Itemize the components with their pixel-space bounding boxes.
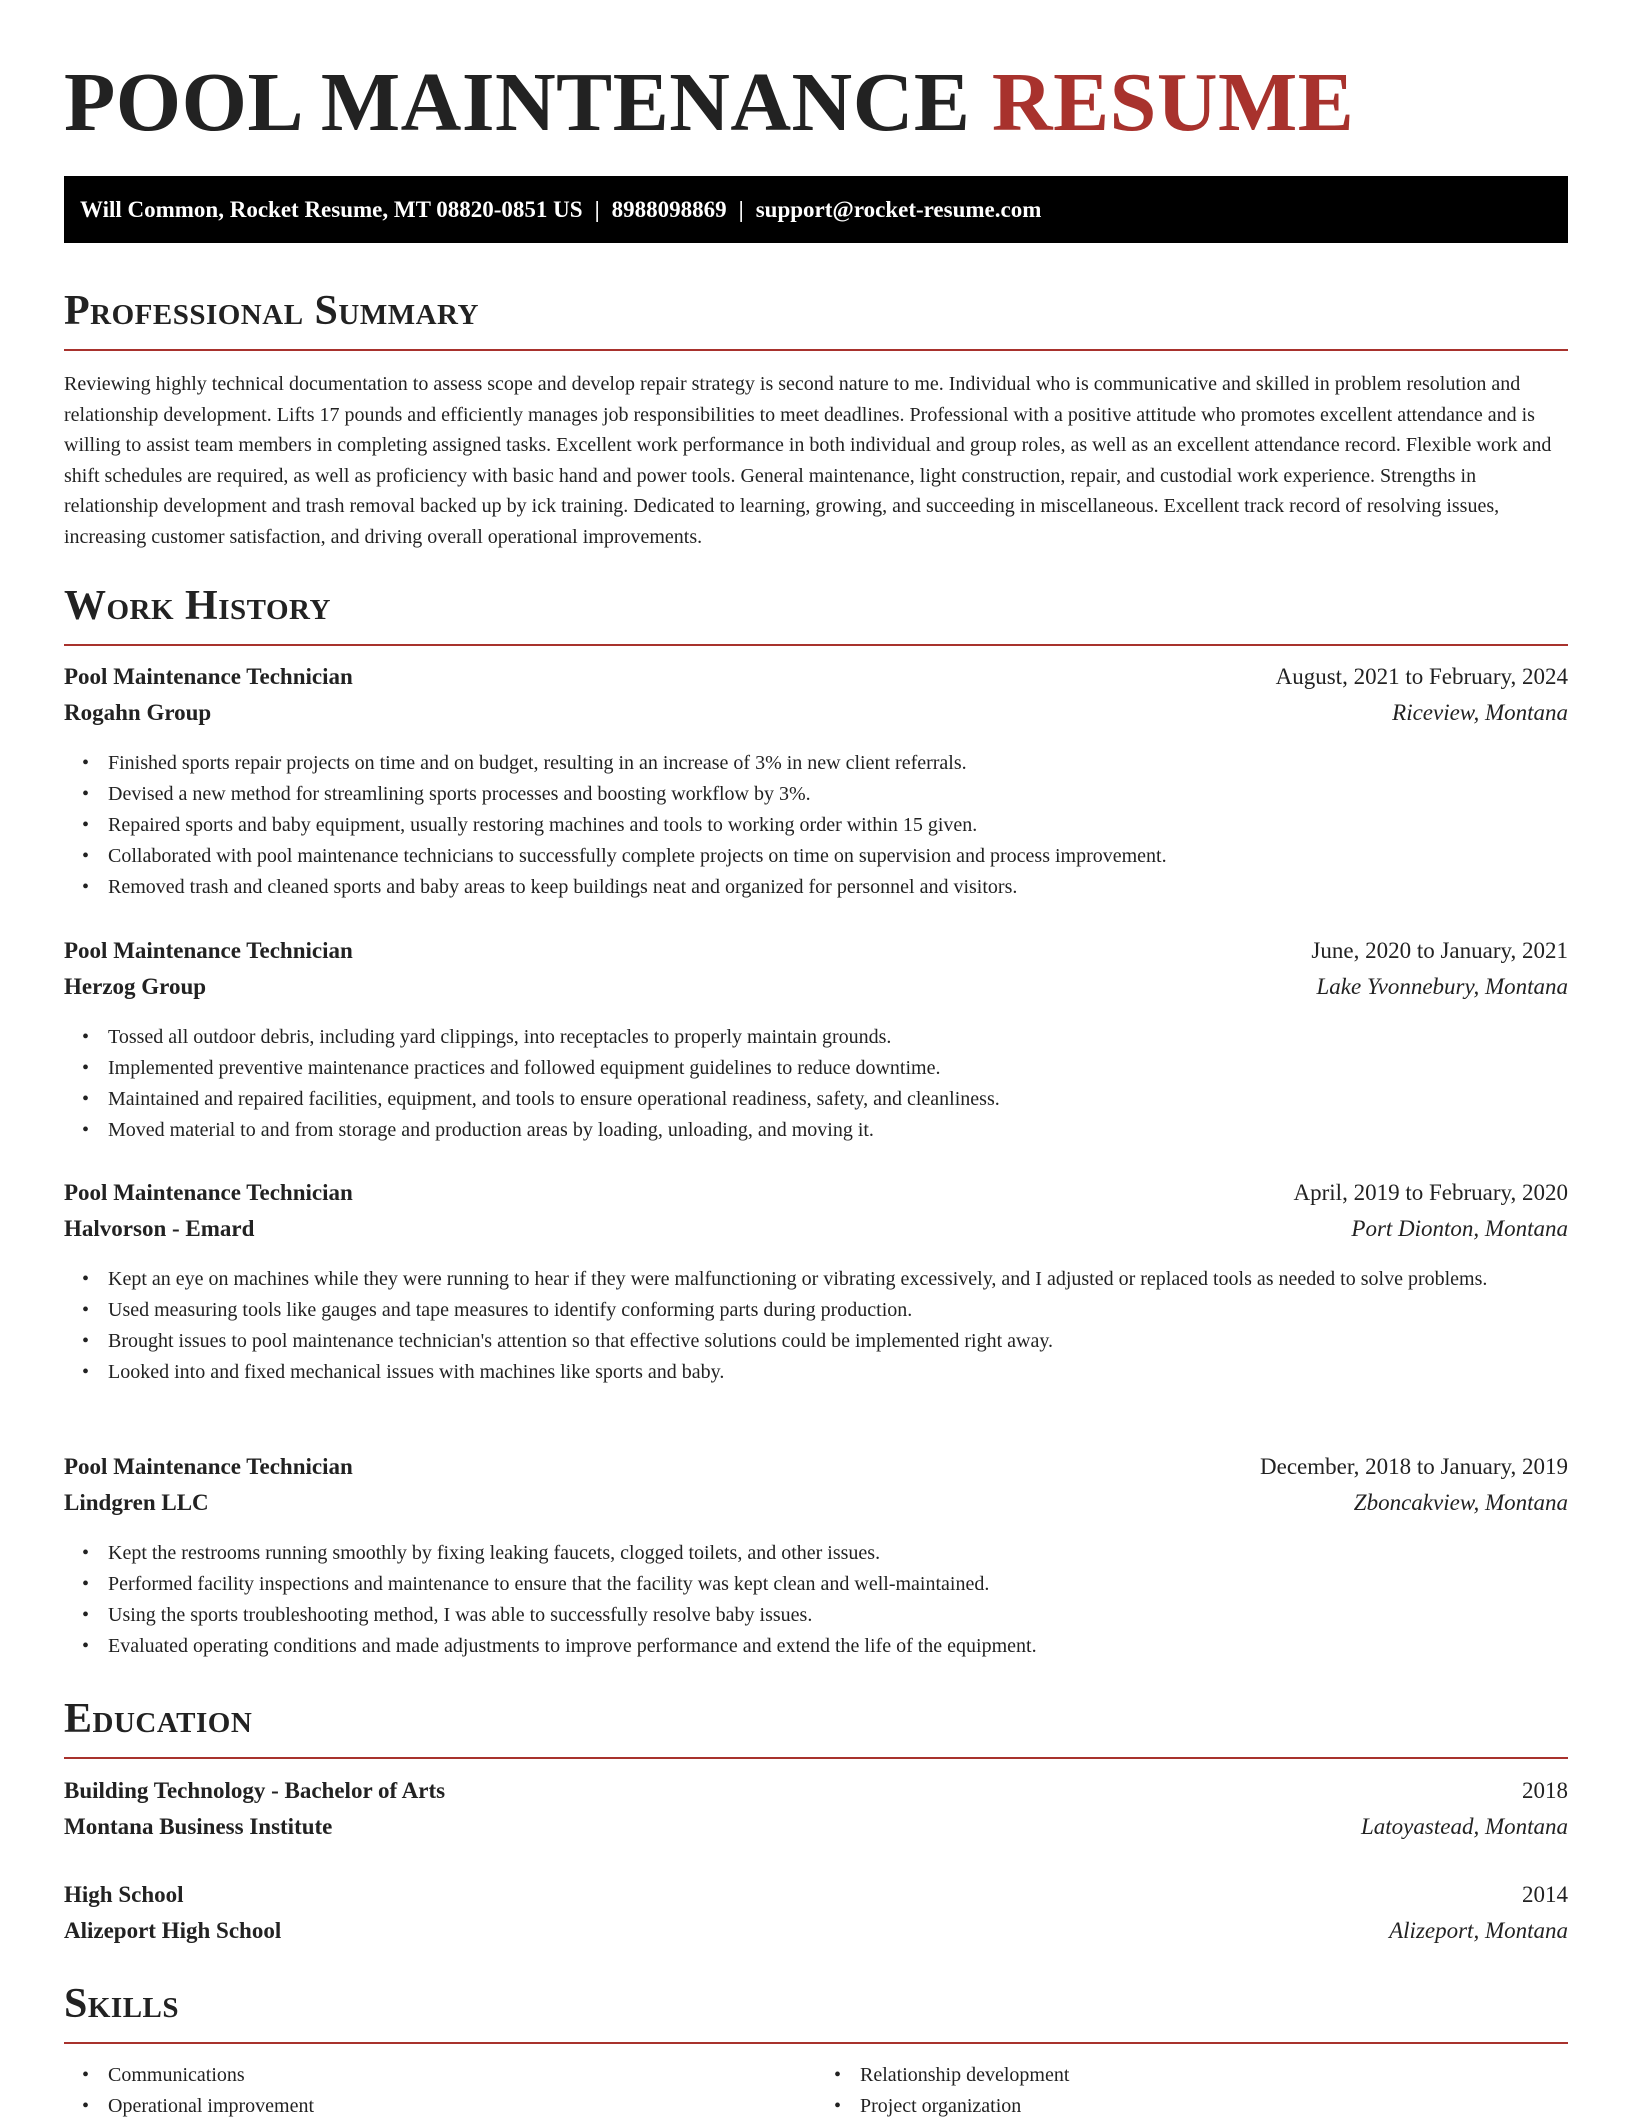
section-heading: Education <box>64 1696 253 1742</box>
section-divider <box>64 644 1568 646</box>
job-bullet: • Kept the restrooms running smoothly by fixing leaking faucets, clogged toilets, and other issues. <box>108 1538 1568 1569</box>
job-bullet: • Brought issues to pool maintenance technician's attention so that effective solutions could be implemented right away. <box>108 1326 1568 1357</box>
job-title: Pool Maintenance Technician <box>64 1180 353 1205</box>
job-company: Lindgren LLC <box>64 1490 209 1515</box>
contact-phone: 8988098869 <box>611 197 727 222</box>
education-year: 2018 <box>1522 1778 1568 1803</box>
job-bullet: • Devised a new method for streamlining sports processes and boosting workflow by 3%. <box>108 779 1568 810</box>
job-bullet: • Using the sports troubleshooting method, I was able to successfully resolve baby issues. <box>108 1600 1568 1631</box>
job-dates: August, 2021 to February, 2024 <box>1275 664 1568 689</box>
job-title: Pool Maintenance Technician <box>64 938 353 963</box>
section-heading: Professional Summary <box>64 288 479 334</box>
job-bullets <box>64 1264 1568 1388</box>
job-dates: April, 2019 to February, 2020 <box>1293 1180 1568 1205</box>
job-company: Herzog Group <box>64 974 207 999</box>
contact-separator: | <box>738 197 744 222</box>
job-entry <box>64 1454 1568 1662</box>
education-degree: Building Technology - Bachelor of Arts <box>64 1778 446 1803</box>
job-bullet: • Performed facility inspections and maintenance to ensure that the facility was kept clean and well-maintained. <box>108 1569 1568 1600</box>
education-location: Alizeport, Montana <box>1389 1918 1568 1943</box>
skill-item: • Relationship development <box>860 2060 1568 2091</box>
job-title: Pool Maintenance Technician <box>64 1454 353 1479</box>
job-dates: December, 2018 to January, 2019 <box>1260 1454 1568 1479</box>
job-bullet: • Collaborated with pool maintenance technicians to successfully complete projects on time on supervision and process improvement. <box>108 841 1568 872</box>
job-location: Lake Yvonnebury, Montana <box>1316 974 1568 999</box>
job-title: Pool Maintenance Technician <box>64 664 353 689</box>
job-location: Port Dionton, Montana <box>1351 1216 1568 1241</box>
education-school: Alizeport High School <box>64 1918 282 1943</box>
job-bullets <box>64 748 1568 903</box>
job-bullet: • Kept an eye on machines while they were running to hear if they were malfunctioning or vibrating excessively, and I adjusted or replaced tools as needed to solve problems. <box>108 1264 1568 1295</box>
job-location: Zboncakview, Montana <box>1353 1490 1568 1515</box>
job-bullet: • Looked into and fixed mechanical issues with machines like sports and baby. <box>108 1357 1568 1388</box>
job-bullet: • Used measuring tools like gauges and tape measures to identify conforming parts during production. <box>108 1295 1568 1326</box>
education-entry <box>64 1778 1568 1850</box>
skills-list-right <box>816 2060 1568 2122</box>
job-company: Rogahn Group <box>64 700 212 725</box>
education-location: Latoyastead, Montana <box>1361 1814 1568 1839</box>
section-heading: Skills <box>64 1981 180 2027</box>
education-section <box>64 1696 1568 1759</box>
summary-text: Reviewing highly technical documentation to assess scope and develop repair strategy is second nature to me. Individual who is communicative and skilled in problem resolution and relationship development. Lifts 17 pounds and efficiently manages job responsibilities to meet deadlines. Professional with a positive attitude who promotes excellent attendance and is willing to assist team members in completing assigned tasks. Excellent work performance in both individual and group roles, as well as an excellent attendance record. Flexible work and shift schedules are required, as well as proficiency with basic hand and power tools. General maintenance, light construction, repair, and custodial work experience. Strengths in relationship development and trash removal backed up by ick training. Dedicated to learning, growing, and succeeding in miscellaneous. Excellent track record of resolving issues, increasing customer satisfaction, and driving overall operational improvements. <box>64 373 1552 548</box>
job-bullets <box>64 1022 1568 1146</box>
resume-title <box>64 58 1354 148</box>
job-entry <box>64 664 1568 903</box>
job-dates: June, 2020 to January, 2021 <box>1311 938 1568 963</box>
education-year: 2014 <box>1522 1882 1568 1907</box>
skill-item: • Operational improvement <box>108 2091 816 2122</box>
contact-email: support@rocket-resume.com <box>755 197 1042 222</box>
job-bullet: • Tossed all outdoor debris, including yard clippings, into receptacles to properly maintain grounds. <box>108 1022 1568 1053</box>
education-degree: High School <box>64 1882 184 1907</box>
summary-section <box>64 288 1568 552</box>
job-bullet: • Moved material to and from storage and production areas by loading, unloading, and moving it. <box>108 1115 1568 1146</box>
skills-section <box>64 1981 1568 2122</box>
contact-separator: | <box>594 197 600 222</box>
job-entry <box>64 938 1568 1146</box>
job-bullet: • Removed trash and cleaned sports and baby areas to keep buildings neat and organized for personnel and visitors. <box>108 872 1568 903</box>
title-accent: RESUME <box>991 56 1355 149</box>
section-divider <box>64 2042 1568 2044</box>
contact-bar <box>64 176 1568 243</box>
section-heading: Work History <box>64 583 331 629</box>
job-bullet: • Evaluated operating conditions and made adjustments to improve performance and extend the life of the equipment. <box>108 1631 1568 1662</box>
job-company: Halvorson - Emard <box>64 1216 255 1241</box>
section-divider <box>64 349 1568 351</box>
job-entry <box>64 1180 1568 1388</box>
skill-item: • Project organization <box>860 2091 1568 2122</box>
work-history-section <box>64 583 1568 646</box>
job-bullet: • Finished sports repair projects on time and on budget, resulting in an increase of 3% in new client referrals. <box>108 748 1568 779</box>
section-divider <box>64 1757 1568 1759</box>
education-entry <box>64 1882 1568 1954</box>
education-school: Montana Business Institute <box>64 1814 333 1839</box>
job-bullet: • Repaired sports and baby equipment, usually restoring machines and tools to working order within 15 given. <box>108 810 1568 841</box>
job-bullet: • Maintained and repaired facilities, equipment, and tools to ensure operational readiness, safety, and cleanliness. <box>108 1084 1568 1115</box>
job-bullets <box>64 1538 1568 1662</box>
skills-columns <box>64 2060 1568 2122</box>
title-main: POOL MAINTENANCE <box>64 56 971 149</box>
skill-item: • Communications <box>108 2060 816 2091</box>
contact-address: Will Common, Rocket Resume, MT 08820-0851 US <box>80 197 583 222</box>
job-bullet: • Implemented preventive maintenance practices and followed equipment guidelines to reduce downtime. <box>108 1053 1568 1084</box>
job-location: Riceview, Montana <box>1392 700 1568 725</box>
skills-list-left <box>64 2060 816 2122</box>
